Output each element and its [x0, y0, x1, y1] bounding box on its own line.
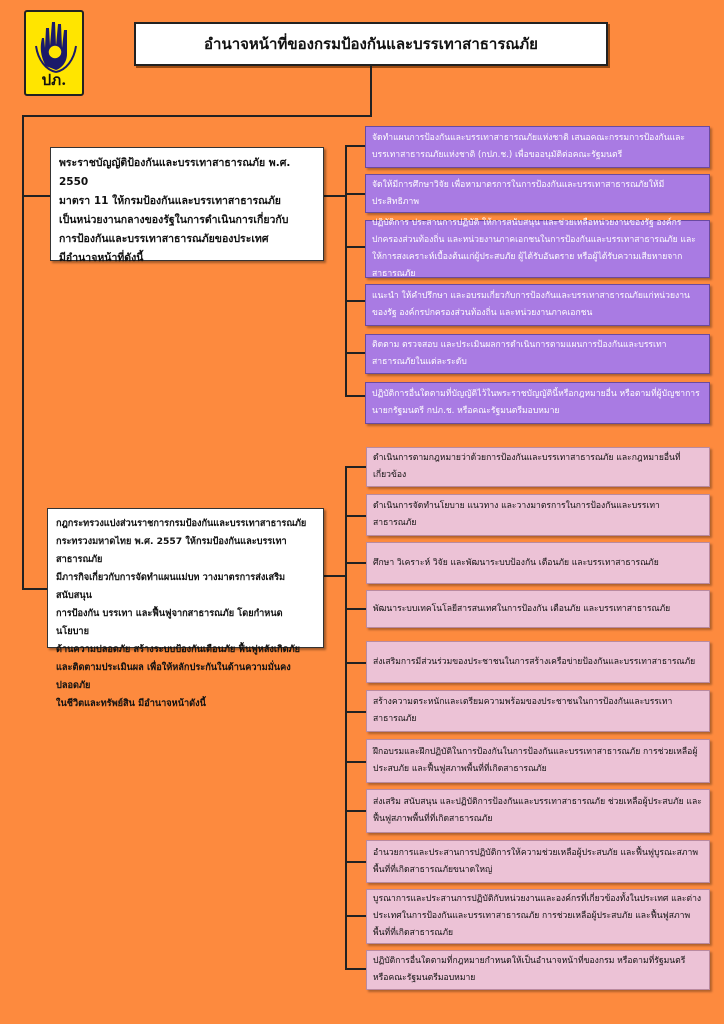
ministry-line-6: และติดตามประเมินผล เพื่อให้หลักประกันในด้านความมั่นคงปลอดภัย [56, 662, 291, 691]
ministry-item-10: บูรณาการและประสานการปฏิบัติกับหน่วยงานและองค์กรที่เกี่ยวข้องทั้งในประเทศ และต่างประเทศในการป้องกันและบรรเทาสาธารณภัย การช่วยเหลือผู้ประสบภัย และฟื้นฟูสภาพพื้นที่ที่เกิดสาธารณภัย [366, 889, 710, 944]
page-title: อำนาจหน้าที่ของกรมป้องกันและบรรเทาสาธารณภัย [134, 22, 608, 66]
connector-law-to-items [324, 195, 346, 197]
hand-emblem-icon [32, 16, 80, 74]
law-item-1: จัดทำแผนการป้องกันและบรรเทาสาธารณภัยแห่งชาติ เสนอคณะกรรมการป้องกันและบรรเทาสาธารณภัยแห่งชาติ (กปภ.ช.) เพื่อขออนุมัติต่อคณะรัฐมนตรี [365, 126, 710, 168]
connector-ministry-item-1 [345, 466, 366, 468]
connector-ministry-item-2 [345, 515, 366, 517]
ministry-description-box [47, 508, 324, 709]
law-line-1: พระราชบัญญัติป้องกันและบรรเทาสาธารณภัย พ.ศ. 2550 [59, 157, 291, 188]
law-item-5: ติดตาม ตรวจสอบ และประเมินผลการดำเนินการตามแผนการป้องกันและบรรเทาสาธารณภัยในแต่ละระดับ [365, 334, 710, 374]
law-item-4: แนะนำ ให้คำปรึกษา และอบรมเกี่ยวกับการป้องกันและบรรเทาสาธารณภัยแก่หน่วยงานของรัฐ องค์กรปกครองส่วนท้องถิ่น และหน่วยงานภาคเอกชน [365, 284, 710, 326]
ministry-item-7: ฝึกอบรมและฝึกปฏิบัติในการป้องกันในการป้องกันและบรรเทาสาธารณภัย การช่วยเหลือผู้ประสบภัย และฟื้นฟูสภาพพื้นที่ที่เกิดสาธารณภัย [366, 739, 710, 783]
ministry-line-4: การป้องกัน บรรเทา และฟื้นฟูจากสาธารณภัย โดยกำหนดนโยบาย [56, 608, 283, 637]
ministry-item-8: ส่งเสริม สนับสนุน และปฏิบัติการป้องกันและบรรเทาสาธารณภัย ช่วยเหลือผู้ประสบภัย และฟื้นฟูสภาพพื้นที่ที่เกิดสาธารณภัย [366, 789, 710, 833]
connector-ministry-item-7 [345, 761, 366, 763]
connector-ministry-item-10 [345, 915, 366, 917]
ministry-line-5: ด้านความปลอดภัย สร้างระบบป้องกันเตือนภัย ฟื้นฟูหลังเกิดภัย [56, 644, 301, 655]
connector-ministry-item-3 [345, 562, 366, 564]
connector-title-down [370, 66, 372, 116]
connector-to-ministry-box [22, 588, 50, 590]
connector-ministry-item-5 [345, 662, 366, 664]
organization-logo [24, 10, 84, 96]
connector-to-law-box [22, 195, 50, 197]
connector-law-items-trunk [345, 145, 347, 396]
connector-ministry-to-items [324, 575, 346, 577]
law-item-6: ปฏิบัติการอื่นใดตามที่บัญญัติไว้ในพระราชบัญญัตินี้หรือกฎหมายอื่น หรือตามที่ผู้บัญชาการ นายกรัฐมนตรี กปภ.ช. หรือคณะรัฐมนตรีมอบหมาย [365, 382, 710, 424]
law-item-3: ปฏิบัติการ ประสานการปฏิบัติ ให้การสนับสนุน และช่วยเหลือหน่วยงานของรัฐ องค์กรปกครองส่วนท้องถิ่น และหน่วยงานภาคเอกชนในการป้องกันและบรรเทาสาธารณภัย และให้การสงเคราะห์เบื้องต้นแก่ผู้ประสบภัย ผู้ได้รับอันตราย หรือผู้ได้รับความเสียหายจากสาธารณภัย [365, 220, 710, 278]
connector-ministry-item-11 [345, 968, 366, 970]
connector-law-item-2 [345, 193, 365, 195]
connector-ministry-item-6 [345, 711, 366, 713]
connector-law-item-3 [345, 246, 365, 248]
connector-law-item-5 [345, 352, 365, 354]
connector-ministry-item-9 [345, 861, 366, 863]
ministry-item-2: ดำเนินการจัดทำนโยบาย แนวทาง และวางมาตรการในการป้องกันและบรรเทาสาธารณภัย [366, 494, 710, 536]
ministry-item-6: สร้างความตระหนักและเตรียมความพร้อมของประชาชนในการป้องกันและบรรเทาสาธารณภัย [366, 690, 710, 732]
ministry-line-2: กระทรวงมหาดไทย พ.ศ. 2557 ให้กรมป้องกันและบรรเทาสาธารณภัย [56, 536, 287, 565]
ministry-item-9: อำนวยการและประสานการปฏิบัติการให้ความช่วยเหลือผู้ประสบภัย และฟื้นฟูบูรณะสภาพพื้นที่ที่เกิดสาธารณภัยขนาดใหญ่ [366, 840, 710, 883]
ministry-item-4: พัฒนาระบบเทคโนโลยีสารสนเทศในการป้องกัน เตือนภัย และบรรเทาสาธารณภัย [366, 590, 710, 628]
ministry-item-3: ศึกษา วิเคราะห์ วิจัย และพัฒนาระบบป้องกัน เตือนภัย และบรรเทาสาธารณภัย [366, 542, 710, 584]
law-description-box [50, 147, 324, 264]
connector-ministry-item-4 [345, 608, 366, 610]
connector-main-trunk [22, 115, 24, 590]
law-line-2: มาตรา 11 ให้กรมป้องกันและบรรเทาสาธารณภัย [59, 195, 281, 207]
connector-ministry-item-8 [345, 810, 366, 812]
law-line-5: มีอำนาจหน้าที่ดังนี้ [59, 252, 144, 264]
logo-text: ปภ. [41, 71, 67, 89]
ministry-line-1: กฎกระทรวงแบ่งส่วนราชการกรมป้องกันและบรรเทาสาธารณภัย [56, 518, 307, 529]
ministry-item-1: ดำเนินการตามกฎหมายว่าด้วยการป้องกันและบรรเทาสาธารณภัย และกฎหมายอื่นที่เกี่ยวข้อง [366, 447, 710, 487]
ministry-line-7: ในชีวิตและทรัพย์สิน มีอำนาจหน้าดังนี้ [56, 698, 206, 709]
law-line-4: การป้องกันและบรรเทาสาธารณภัยของประเทศ [59, 233, 269, 245]
ministry-item-11: ปฏิบัติการอื่นใดตามที่กฎหมายกำหนดให้เป็นอำนาจหน้าที่ของกรม หรือตามที่รัฐมนตรี หรือคณะรัฐมนตรีมอบหมาย [366, 950, 710, 990]
law-item-2: จัดให้มีการศึกษาวิจัย เพื่อหามาตรการในการป้องกันและบรรเทาสาธารณภัยให้มีประสิทธิภาพ [365, 174, 710, 213]
ministry-line-3: มีภารกิจเกี่ยวกับการจัดทำแผนแม่บท วางมาตรการส่งเสริมสนับสนุน [56, 572, 286, 601]
law-line-3: เป็นหน่วยงานกลางของรัฐในการดำเนินการเกี่ยวกับ [59, 214, 289, 226]
connector-ministry-items-trunk [345, 466, 347, 970]
connector-law-item-6 [345, 395, 365, 397]
connector-law-item-1 [345, 145, 365, 147]
connector-law-item-4 [345, 300, 365, 302]
connector-top-horizontal [22, 115, 372, 117]
ministry-item-5: ส่งเสริมการมีส่วนร่วมของประชาชนในการสร้างเครือข่ายป้องกันและบรรเทาสาธารณภัย [366, 641, 710, 683]
